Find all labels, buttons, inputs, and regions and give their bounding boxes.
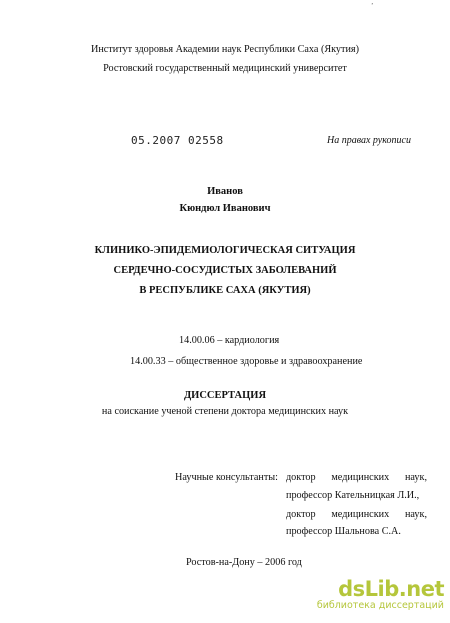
consultant-2-degree-word-2: медицинских [331, 509, 390, 520]
consultants-label: Научные консультанты: [175, 472, 278, 483]
title-line-1: КЛИНИКО-ЭПИДЕМИОЛОГИЧЕСКАЯ СИТУАЦИЯ [94, 245, 356, 256]
dissertation-subtitle: на соискание ученой степени доктора медицинских наук [101, 406, 349, 417]
consultant-1-degree-word-1: доктор [286, 472, 316, 483]
consultant-2-degree-word-3: наук, [404, 509, 427, 520]
city-year: Ростов-на-Дону – 2006 год [186, 557, 302, 568]
institute-line-2: Ростовский государственный медицинский университет [103, 63, 347, 74]
specialty-line-2: 14.00.33 – общественное здоровье и здравоохранение [130, 356, 363, 367]
consultant-2-degree [286, 509, 427, 520]
title-line-2: СЕРДЕЧНО-СОСУДИСТЫХ ЗАБОЛЕВАНИЙ [113, 265, 337, 276]
manuscript-note: На правах рукописи [327, 135, 411, 146]
consultant-1-degree-word-3: наук, [404, 472, 427, 483]
author-given-names: Кюндюл Иванович [179, 203, 271, 214]
author-surname: Иванов [207, 186, 243, 197]
consultant-1-degree [286, 472, 427, 483]
consultant-1-name: профессор Кательницкая Л.И., [286, 490, 420, 501]
consultant-1-degree-word-2: медицинских [331, 472, 390, 483]
consultant-2-name: профессор Шальнова С.А. [286, 526, 401, 537]
corner-mark: ʼ [371, 2, 375, 10]
title-line-3: В РЕСПУБЛИКЕ САХА (ЯКУТИЯ) [139, 285, 311, 296]
registration-stamp: 05.2007 02558 [131, 134, 224, 147]
institute-line-1: Институт здоровья Академии наук Республики Саха (Якутия) [90, 44, 360, 55]
specialty-line-1: 14.00.06 – кардиология [179, 335, 280, 346]
dissertation-label: ДИССЕРТАЦИЯ [183, 390, 267, 401]
watermark-logo: dsLib.net [338, 577, 444, 601]
watermark-subtitle: библиотека диссертаций [316, 600, 444, 611]
consultant-2-degree-word-1: доктор [286, 509, 316, 520]
